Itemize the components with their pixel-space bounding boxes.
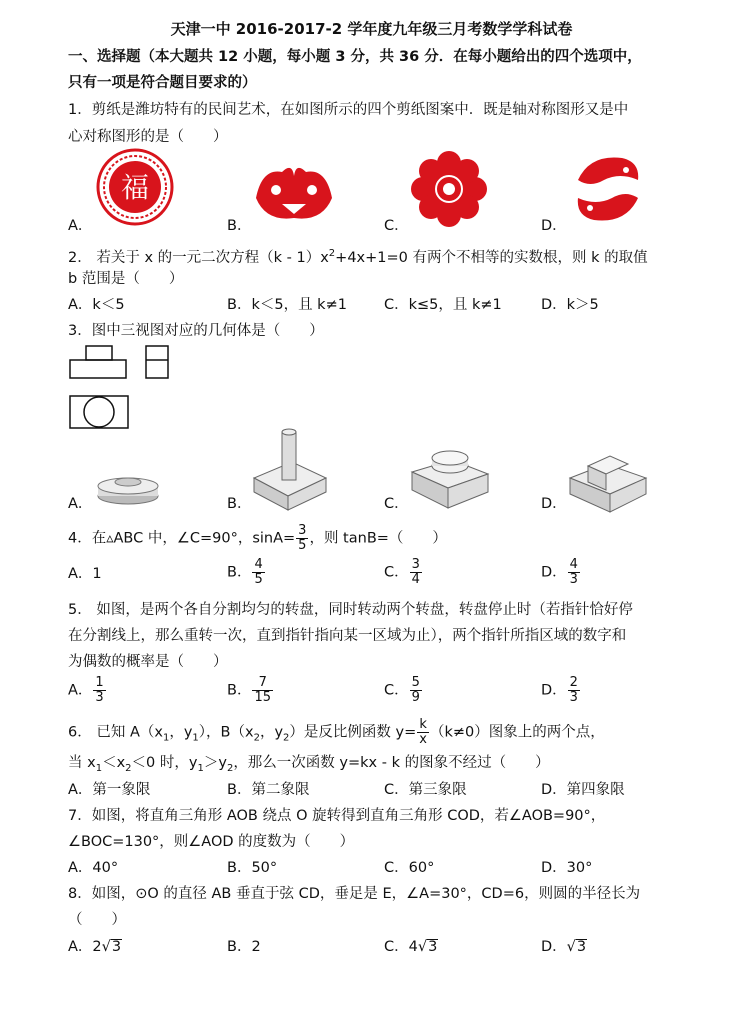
section-heading-cont: 只有一项是符合题目要求的） [68, 75, 257, 91]
q2-option-a: A．k＜5 [68, 297, 125, 313]
q1-option-a: A． [68, 218, 93, 234]
question-2-stem-cont: b 范围是（ ） [68, 271, 184, 287]
q6-option-a: A．第一象限 [68, 782, 151, 798]
q3-option-c: C． [384, 496, 409, 512]
papercut-fish-image [570, 150, 646, 228]
solid-option-c-image [408, 446, 492, 516]
q5-option-a: A． $\frac{1}{3}$ [68, 675, 104, 705]
papercut-dragons-image [252, 158, 336, 226]
q7-option-a: A．40° [68, 860, 119, 876]
question-7-stem: 7．如图，将直角三角形 AOB 绕点 O 旋转得到直角三角形 COD，若∠AOB=90°， [68, 808, 606, 824]
q1-option-b: B． [227, 218, 252, 234]
question-6-stem-cont: 当 $x_1<x_2<0$ 时，$y_1>y_2$，那么一次函数 y=kx - k 的图象不经过（ ） [68, 755, 550, 774]
papercut-flower-image [408, 150, 490, 228]
papercut-fu-char: 福 [120, 171, 150, 204]
question-7-stem-cont: ∠BOC=130°，则∠AOD 的度数为（ ） [68, 834, 355, 850]
q4-option-c: C． $\frac{3}{4}$ [384, 557, 420, 587]
q4-option-a: A．1 [68, 566, 102, 582]
q8-option-d: D．√3 [541, 939, 587, 955]
papercut-fu-image [96, 148, 174, 226]
question-1-stem: 1．剪纸是潍坊特有的民间艺术，在如图所示的四个剪纸图案中．既是轴对称图形又是中 [68, 102, 629, 118]
q7-option-c: C．60° [384, 860, 435, 876]
q5-option-c: C． $\frac{5}{9}$ [384, 675, 420, 705]
q2-option-b: B．k＜5，且 k≠1 [227, 297, 347, 313]
q3-option-b: B． [227, 496, 252, 512]
question-8-stem: 8．如图，⊙O 的直径 AB 垂直于弦 CD，垂足是 E，∠A=30°，CD=6，则圆的半径长为 [68, 886, 641, 902]
q7-option-b: B．50° [227, 860, 278, 876]
question-5-stem: 5． 如图，是两个各自分割均匀的转盘，同时转动两个转盘，转盘停止时（若指针恰好停 [68, 602, 633, 618]
question-8-stem-cont: （ ） [68, 912, 126, 928]
q6-option-d: D．第四象限 [541, 782, 625, 798]
q1-option-c: C． [384, 218, 409, 234]
q2-option-d: D．k＞5 [541, 297, 599, 313]
question-1-stem-cont: 心对称图形的是（ ） [68, 129, 228, 145]
exam-title: 天津一中 2016-2017-2 学年度九年级三月考数学学科试卷 [170, 20, 573, 38]
q5-option-b: B． $\frac{7}{15}$ [227, 675, 271, 705]
question-3-stem: 3．图中三视图对应的几何体是（ ） [68, 323, 324, 339]
question-5-stem-cont: 在分割线上，那么重转一次，直到指针指向某一区域为止），两个指针所指区域的数字和 [68, 628, 627, 644]
q3-option-a: A． [68, 496, 93, 512]
solid-option-d-image [566, 446, 650, 516]
fraction: $\frac{3}{5}$ [298, 523, 307, 553]
q7-option-d: D．30° [541, 860, 593, 876]
q4-option-b: B． $\frac{4}{5}$ [227, 557, 263, 587]
q2-option-c: C．k≤5，且 k≠1 [384, 297, 502, 313]
q8-option-a: A．2√3 [68, 939, 122, 955]
q3-option-d: D． [541, 496, 567, 512]
section-heading: 一、选择题（本大题共 12 小题，每小题 3 分，共 36 分．在每小题给出的四个选项中， [68, 49, 642, 65]
q5-option-d: D． $\frac{2}{3}$ [541, 675, 578, 705]
q4-option-d: D． $\frac{4}{3}$ [541, 557, 578, 587]
q8-option-b: B．2 [227, 939, 261, 955]
question-5-stem-cont2: 为偶数的概率是（ ） [68, 654, 228, 670]
question-2-stem: 2． 若关于 x 的一元二次方程$(k - 1)x^2+4x+1=0$ 有两个不相等的实数根，则 k 的取值 [68, 248, 648, 266]
q1-option-d: D． [541, 218, 567, 234]
solid-option-b-image [250, 426, 330, 516]
solid-option-a-image [96, 470, 160, 512]
question-6-stem: 6． 已知 $A(x_1$，$y_1$），$B(x_2$，$y_2$）是反比例函数 y= $\frac{k}{x}$ （k≠0）图象上的两个点， [68, 717, 605, 747]
question-4-stem: 4．在▵ABC 中，∠C=90°，sinA= $\frac{3}{5}$ ，则 tanB=（ ） [68, 523, 447, 553]
three-view-drawing [68, 344, 178, 430]
q6-option-b: B．第二象限 [227, 782, 310, 798]
q8-option-c: C．4√3 [384, 939, 438, 955]
q6-option-c: C．第三象限 [384, 782, 467, 798]
